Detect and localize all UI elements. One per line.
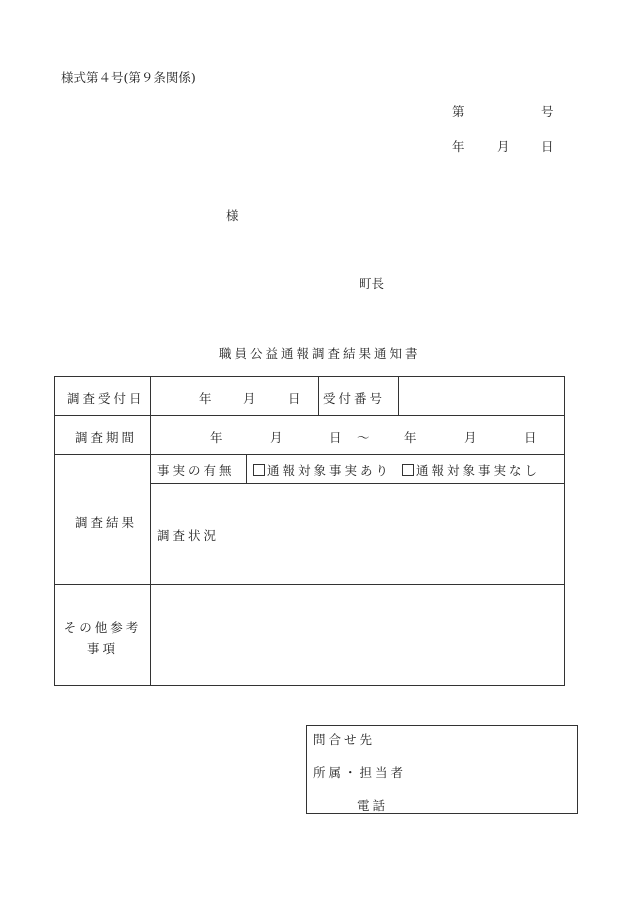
receipt-date-label: 調査受付日: [67, 391, 145, 406]
receipt-number-label: 受付番号: [323, 391, 386, 406]
checkbox-fact-no[interactable]: [402, 464, 414, 476]
addressee-suffix: 様: [226, 208, 239, 223]
doc-number-prefix: 第: [452, 104, 465, 119]
sender-title: 町長: [359, 276, 385, 291]
option-fact-no[interactable]: [402, 461, 540, 479]
period-tilde: ～: [357, 430, 370, 445]
period-start-year: 年: [210, 430, 223, 445]
receipt-date-year: 年: [199, 391, 212, 406]
contact-title: 問合せ先: [313, 732, 376, 747]
contact-phone: 電話: [357, 798, 389, 813]
period-end-month: 月: [464, 430, 477, 445]
other-label-line2: 事項: [86, 641, 118, 656]
date-month: 月: [497, 139, 510, 154]
receipt-date-day: 日: [288, 391, 301, 406]
date-day: 日: [541, 139, 554, 154]
period-start-month: 月: [270, 430, 283, 445]
status-label: 調査状況: [157, 528, 220, 543]
option-fact-no-label: 通報対象事実なし: [416, 463, 541, 478]
period-start-day: 日: [329, 430, 342, 445]
period-end-day: 日: [524, 430, 537, 445]
doc-number-suffix: 号: [541, 104, 554, 119]
other-label-line1: その他参考: [63, 620, 142, 635]
date-year: 年: [452, 139, 465, 154]
fact-label: 事実の有無: [157, 463, 235, 478]
option-fact-yes[interactable]: [253, 461, 391, 479]
receipt-date-month: 月: [243, 391, 256, 406]
result-table: [54, 376, 565, 686]
period-label: 調査期間: [75, 430, 138, 445]
period-end-year: 年: [404, 430, 417, 445]
result-label: 調査結果: [75, 515, 138, 530]
document-title: 職員公益通報調査結果通知書: [219, 346, 421, 361]
option-fact-yes-label: 通報対象事実あり: [267, 463, 392, 478]
form-number-label: 様式第４号(第９条関係): [61, 70, 196, 85]
contact-department: 所属・担当者: [313, 765, 407, 780]
contact-box: [306, 725, 578, 814]
checkbox-fact-yes[interactable]: [253, 464, 265, 476]
